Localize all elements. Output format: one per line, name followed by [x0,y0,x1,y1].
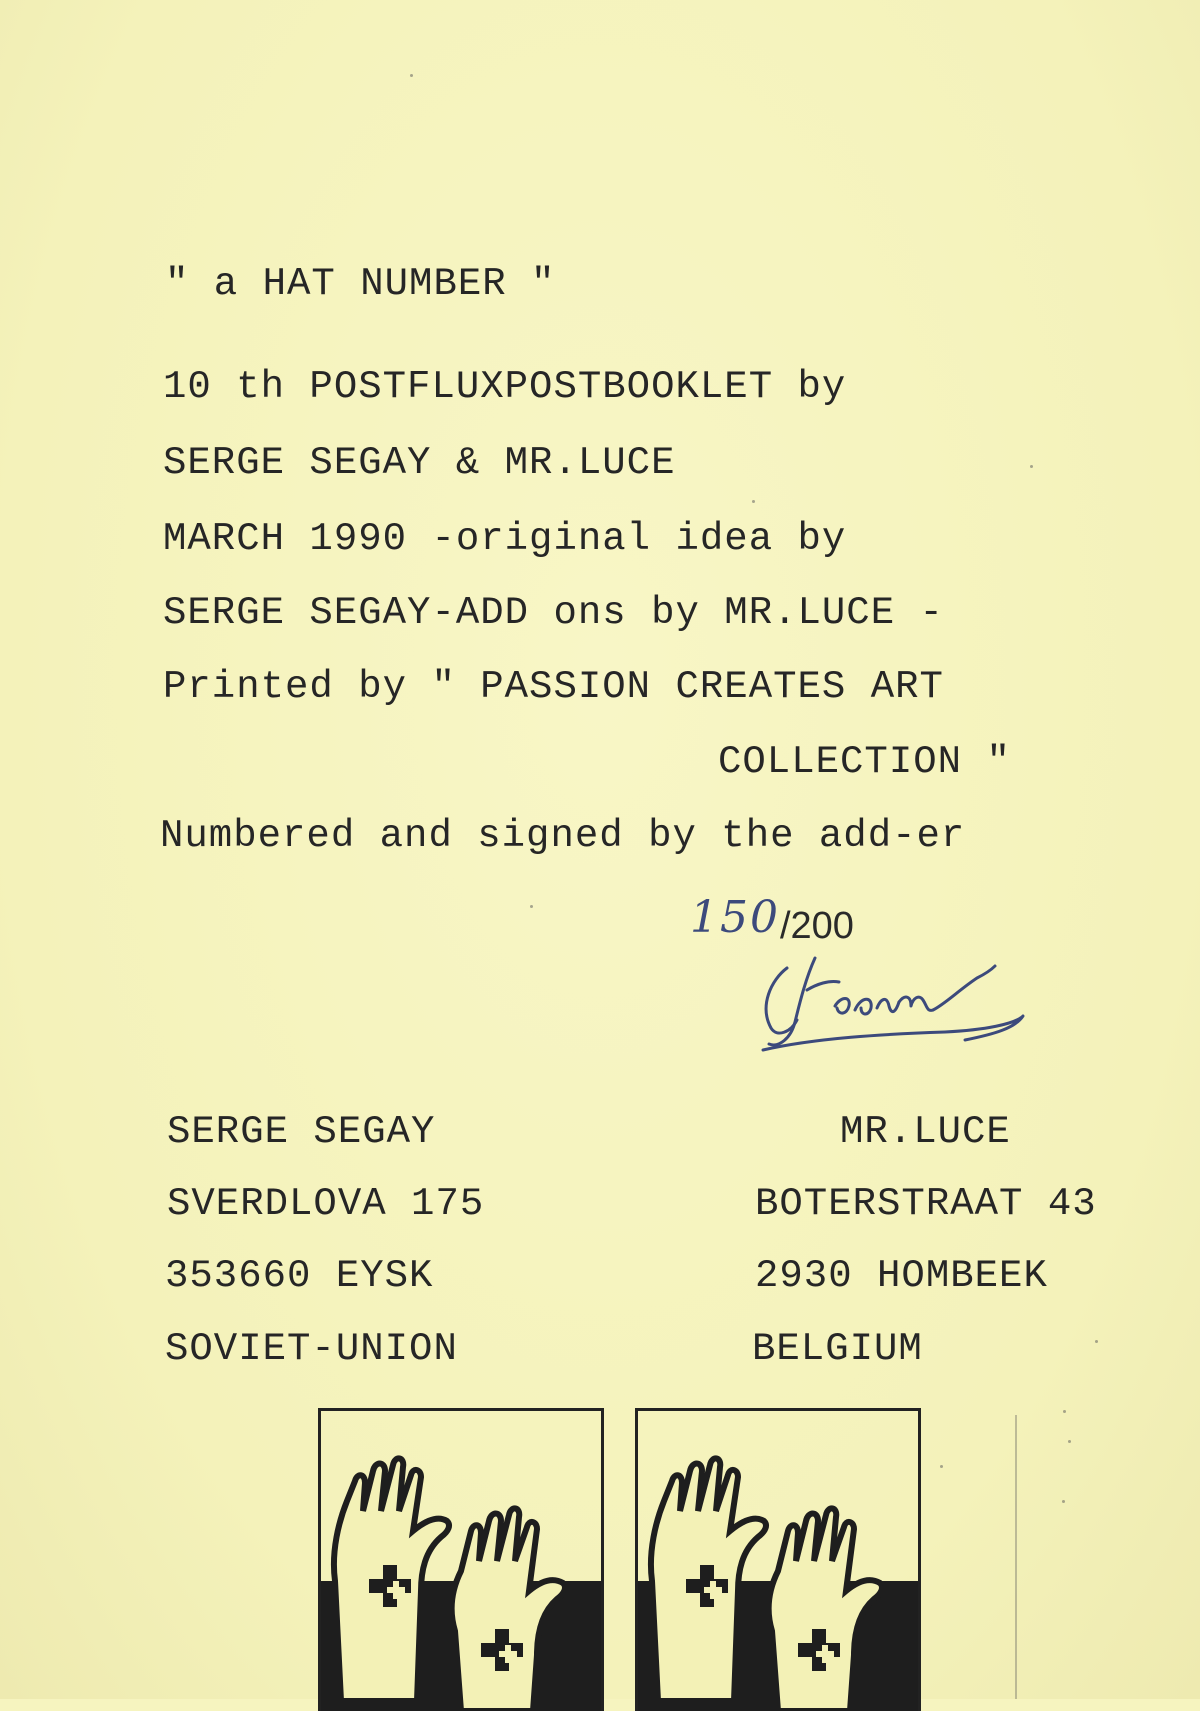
colophon-line-6: COLLECTION " [718,740,1011,784]
paper-speck [530,905,533,908]
paper-speck [1062,1500,1065,1503]
colophon-line-2: SERGE SEGAY & MR.LUCE [163,441,676,485]
right-address-line-3: 2930 HOMBEEK [755,1254,1048,1298]
paper-speck [1030,465,1033,468]
colophon-line-4: SERGE SEGAY-ADD ons by MR.LUCE - [163,591,944,635]
colophon-line-3: MARCH 1990 -original idea by [163,517,847,561]
handwritten-signature-icon [755,950,1035,1060]
colophon-line-7: Numbered and signed by the add-er [160,814,966,858]
right-address-line-4: BELGIUM [752,1327,923,1371]
edition-number [690,892,854,949]
paper-speck [752,500,755,503]
colophon-line-1: 10 th POSTFLUXPOSTBOOKLET by [163,365,847,409]
hands-stamp-right-icon [635,1408,921,1711]
right-address-line-2: BOTERSTRAAT 43 [755,1182,1097,1226]
hands-stamp-left-icon [318,1408,604,1711]
paper-speck [1068,1440,1071,1443]
paper-speck [1095,1340,1098,1343]
edition-total: /200 [779,905,854,947]
margin-rule [1015,1415,1017,1699]
colophon-line-5: Printed by " PASSION CREATES ART [163,665,944,709]
booklet-title: " a HAT NUMBER " [165,262,556,306]
paper-speck [940,1465,943,1468]
left-address-line-3: 353660 EYSK [165,1254,434,1298]
left-address-line-1: SERGE SEGAY [167,1110,436,1154]
left-address-line-2: SVERDLOVA 175 [167,1182,485,1226]
paper-speck [1063,1410,1066,1413]
handwritten-copy-number: 150 [690,892,780,943]
left-address-line-4: SOVIET-UNION [165,1327,458,1371]
paper-speck [410,74,413,77]
right-address-line-1: MR.LUCE [840,1110,1011,1154]
